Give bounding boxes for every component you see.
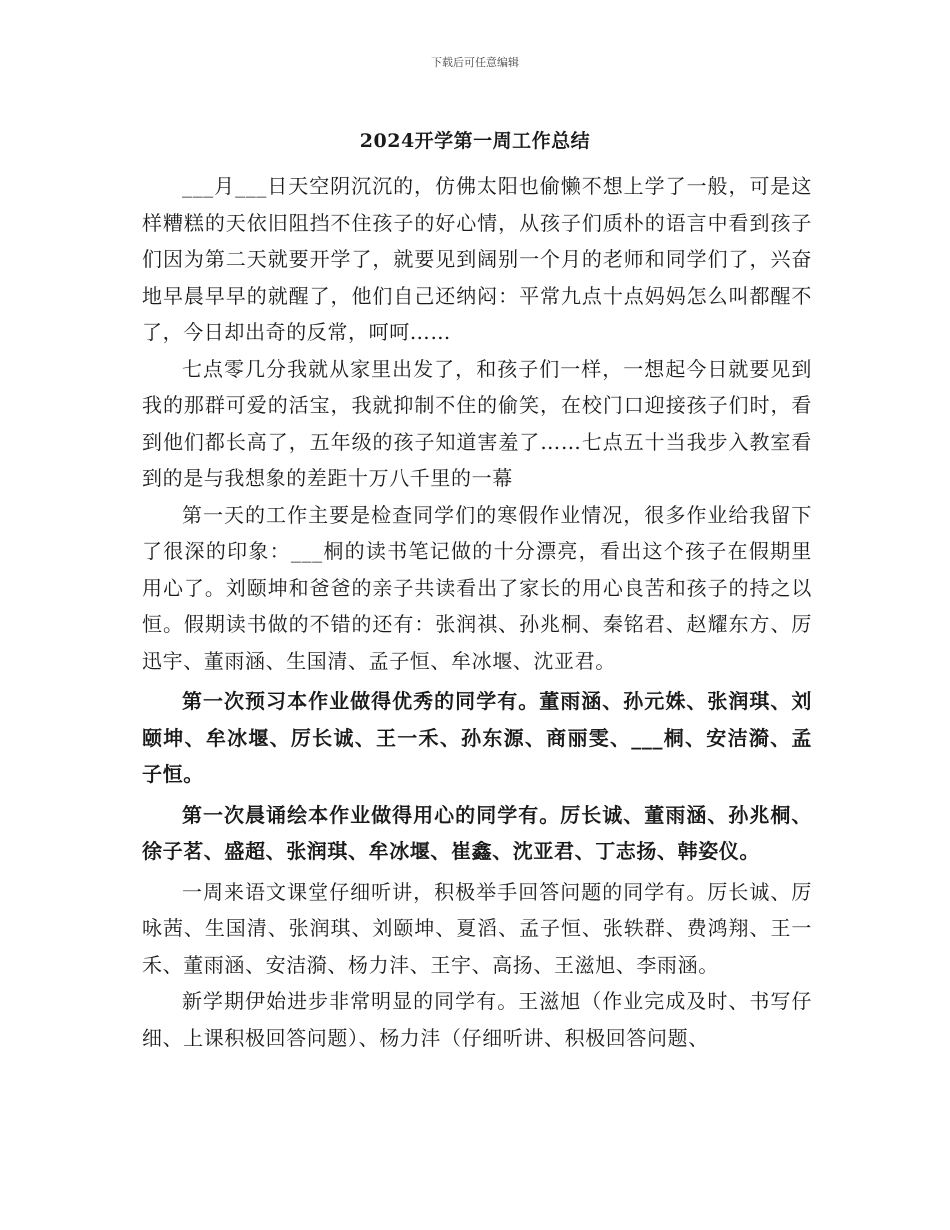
paragraph-preview-homework: 第一次预习本作业做得优秀的同学有。董雨涵、孙元姝、张润琪、刘颐坤、牟冰堰、厉长诚、王一禾、孙东源、商丽雯、___桐、安洁漪、孟子恒。 xyxy=(142,689,812,786)
paragraph-morning-arrival: 七点零几分我就从家里出发了，和孩子们一样，一想起今日就要见到我的那群可爱的活宝，我就抑制不住的偷笑，在校门口迎接孩子们时，看到他们都长高了，五年级的孩子知道害羞了……七点五十当我步入教室看到的是与我想象的差距十万八千里的一幕 xyxy=(142,356,812,490)
paragraph-weather-intro: ___月___日天空阴沉沉的，仿佛太阳也偷懒不想上学了一般，可是这样糟糕的天依旧阻挡不住孩子的好心情，从孩子们质朴的语言中看到孩子们因为第二天就要开学了，就要见到阔别一个月的老师和同学们了，兴奋地早晨早早的就醒了，他们自己还纳闷：平常九点十点妈妈怎么叫都醒不了，今日却出奇的反常，呵呵…… xyxy=(142,174,812,344)
document-body xyxy=(142,168,812,1056)
paragraph-class-participation: 一周来语文课堂仔细听讲，积极举手回答问题的同学有。厉长诚、厉咏茜、生国清、张润琪、刘颐坤、夏滔、孟子恒、张轶群、费鸿翔、王一禾、董雨涵、安洁漪、杨力沣、王宇、高扬、王滋旭、李雨涵。 xyxy=(142,879,812,977)
document-title: 2024开学第一周工作总结 xyxy=(359,130,591,152)
page-header-note: 下载后可任意编辑 xyxy=(431,56,519,69)
paragraph-morning-reading: 第一次晨诵绘本作业做得用心的同学有。厉长诚、董雨涵、孙兆桐、徐子茗、盛超、张润琪、牟冰堰、崔鑫、沈亚君、丁志扬、韩姿仪。 xyxy=(142,802,812,863)
paragraph-homework-check: 第一天的工作主要是检查同学们的寒假作业情况，很多作业给我留下了很深的印象：___桐的读书笔记做的十分漂亮，看出这个孩子在假期里用心了。刘颐坤和爸爸的亲子共读看出了家长的用心良苦和孩子的持之以恒。假期读书做的不错的还有：张润祺、孙兆桐、秦铭君、赵耀东方、厉迅宇、董雨涵、生国清、孟子恒、牟冰堰、沈亚君。 xyxy=(142,502,812,673)
paragraph-progress: 新学期伊始进步非常明显的同学有。王滋旭（作业完成及时、书写仔细、上课积极回答问题）、杨力沣（仔细听讲、积极回答问题、 xyxy=(142,989,812,1050)
